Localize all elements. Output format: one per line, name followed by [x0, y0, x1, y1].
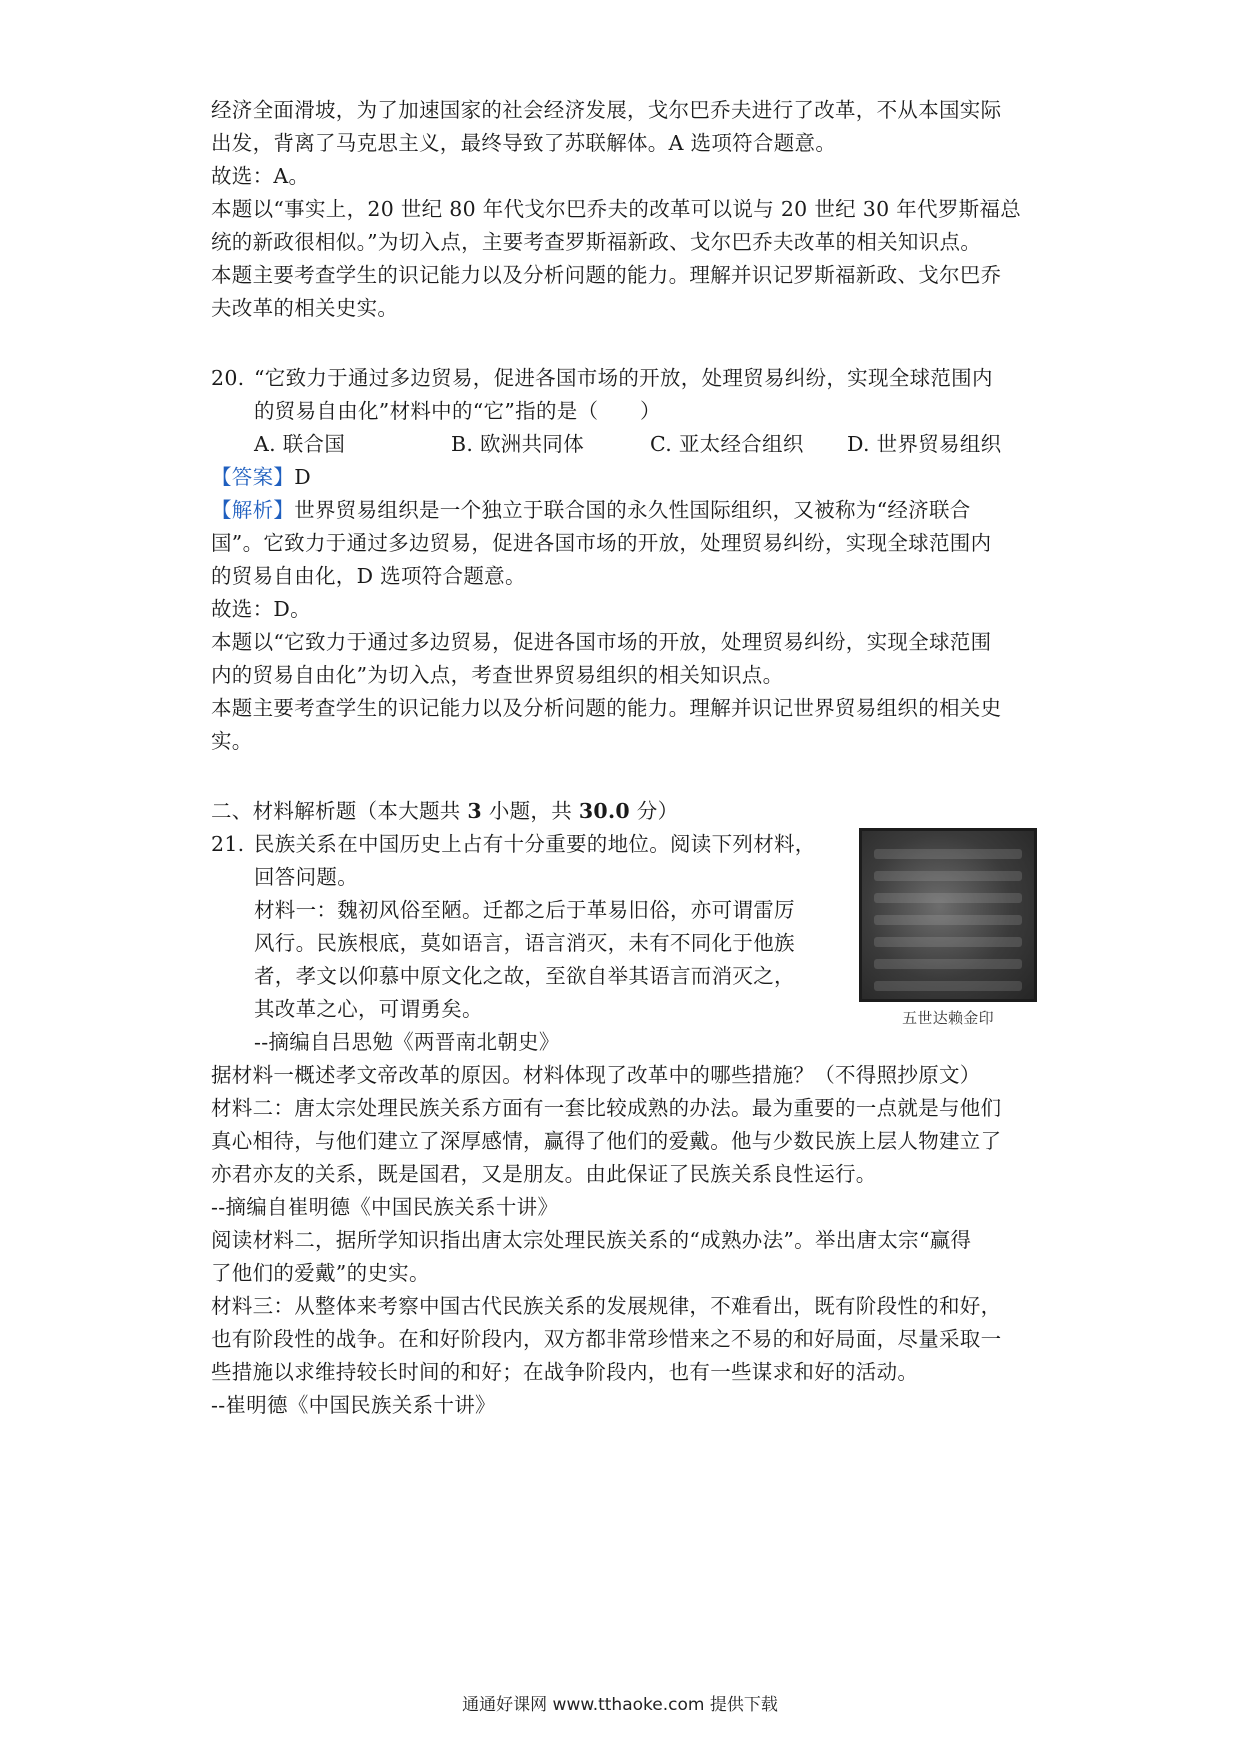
- q21-line: 阅读材料二，据所学知识指出唐太宗处理民族关系的“成熟办法”。举出唐太宗“赢得: [211, 1228, 972, 1252]
- q21-line: 据材料一概述孝文帝改革的原因。材料体现了改革中的哪些措施？（不得照抄原文）: [211, 1063, 981, 1087]
- q20-option-c: C. 亚太经合组织: [650, 432, 804, 456]
- analysis-line: 本题以“它致力于通过多边贸易，促进各国市场的开放，处理贸易纠纷，实现全球范围: [211, 630, 992, 654]
- section-2-heading: [211, 795, 1047, 828]
- intro-line: 夫改革的相关史实。: [211, 296, 399, 320]
- image-caption: 五世达赖金印: [902, 1009, 994, 1027]
- q20-option-d: D. 世界贸易组织: [847, 432, 1002, 456]
- q20-option-a: A. 联合国: [254, 432, 346, 456]
- section-2-count: 3: [467, 799, 482, 823]
- material1-line: 者，孝文以仰慕中原文化之故，至欲自举其语言而消灭之，: [254, 964, 795, 988]
- intro-line: 出发，背离了马克思主义，最终导致了苏联解体。A 选项符合题意。: [211, 131, 837, 155]
- q20-option-b: B. 欧洲共同体: [451, 432, 584, 456]
- q21-line: 材料三：从整体来考察中国古代民族关系的发展规律，不难看出，既有阶段性的和好，: [211, 1294, 1002, 1318]
- analysis-line: 故选：D。: [211, 597, 311, 621]
- section-2-middle: 小题，共: [482, 799, 579, 823]
- question-21: [211, 828, 1047, 1422]
- q21-stem-line1: 民族关系在中国历史上占有十分重要的地位。阅读下列材料，: [254, 832, 816, 856]
- intro-line: 本题主要考查学生的识记能力以及分析问题的能力。理解并识记罗斯福新政、戈尔巴乔: [211, 263, 1002, 287]
- intro-line: 故选：A。: [211, 164, 310, 188]
- q21-stem: [211, 828, 847, 861]
- material1-line: 风行。民族根底，莫如语言，语言消灭，未有不同化于他族: [254, 931, 795, 955]
- analysis-line: 实。: [211, 729, 253, 753]
- section-2-prefix: 二、材料解析题（本大题共: [211, 799, 468, 823]
- q21-number: 21.: [211, 832, 245, 856]
- q20-stem: [211, 362, 1047, 395]
- intro-block: [211, 94, 1047, 325]
- analysis-line1: 世界贸易组织是一个独立于联合国的永久性国际组织，又被称为“经济联合: [294, 498, 971, 522]
- answer-tag: 【答案】: [211, 465, 295, 489]
- q21-text: [211, 828, 847, 1059]
- q20-stem-line2: 的贸易自由化”材料中的“它”指的是（ ）: [254, 399, 661, 423]
- material1-source: --摘编自吕思勉《两晋南北朝史》: [254, 1030, 560, 1054]
- q21-line: 也有阶段性的战争。在和好阶段内，双方都非常珍惜来之不易的和好局面，尽量采取一: [211, 1327, 1002, 1351]
- section-2-suffix: 分）: [629, 799, 679, 823]
- intro-line: 经济全面滑坡，为了加速国家的社会经济发展，戈尔巴乔夫进行了改革，不从本国实际: [211, 98, 1002, 122]
- q21-line: 材料二：唐太宗处理民族关系方面有一套比较成熟的办法。最为重要的一点就是与他们: [211, 1096, 1002, 1120]
- golden-seal-image: [859, 828, 1037, 1002]
- material1-line: 材料一：魏初风俗至陋。迁都之后于革易旧俗，亦可谓雷厉: [254, 898, 795, 922]
- question-20: [211, 362, 1047, 758]
- analysis-line: 本题主要考查学生的识记能力以及分析问题的能力。理解并识记世界贸易组织的相关史: [211, 696, 1002, 720]
- q20-options: [211, 428, 1047, 461]
- q20-analysis: [211, 494, 1047, 527]
- q21-line: --摘编自崔明德《中国民族关系十讲》: [211, 1195, 559, 1219]
- q21-line: 真心相待，与他们建立了深厚感情，赢得了他们的爱戴。他与少数民族上层人物建立了: [211, 1129, 1002, 1153]
- q20-stem-line1: “它致力于通过多边贸易，促进各国市场的开放，处理贸易纠纷，实现全球范围内: [254, 366, 993, 390]
- analysis-line: 的贸易自由化，D 选项符合题意。: [211, 564, 526, 588]
- intro-line: 统的新政很相似。”为切入点，主要考查罗斯福新政、戈尔巴乔夫改革的相关知识点。: [211, 230, 982, 254]
- analysis-line: 国”。它致力于通过多边贸易，促进各国市场的开放，处理贸易纠纷，实现全球范围内: [211, 531, 992, 555]
- q20-number: 20.: [211, 366, 245, 390]
- page-footer: 通通好课网 www.tthaoke.com 提供下载: [462, 1695, 778, 1715]
- q21-line: --崔明德《中国民族关系十讲》: [211, 1393, 496, 1417]
- q21-stem-line2: 回答问题。: [254, 865, 358, 889]
- analysis-tag: 【解析】: [211, 498, 295, 522]
- material1-line: 其改革之心，可谓勇矣。: [254, 997, 483, 1021]
- section-2-score: 30.0: [578, 799, 630, 823]
- q21-line: 些措施以求维持较长时间的和好；在战争阶段内，也有一些谋求和好的活动。: [211, 1360, 919, 1384]
- q21-line: 了他们的爱戴”的史实。: [211, 1261, 430, 1285]
- q20-answer: [211, 461, 1047, 494]
- intro-line: 本题以“事实上，20 世纪 80 年代戈尔巴乔夫的改革可以说与 20 世纪 30 年代罗斯福总: [211, 197, 1022, 221]
- page-content: [211, 94, 1047, 1422]
- answer-value: D: [294, 465, 311, 489]
- analysis-line: 内的贸易自由化”为切入点，考查世界贸易组织的相关知识点。: [211, 663, 784, 687]
- q21-line: 亦君亦友的关系，既是国君，又是朋友。由此保证了民族关系良性运行。: [211, 1162, 877, 1186]
